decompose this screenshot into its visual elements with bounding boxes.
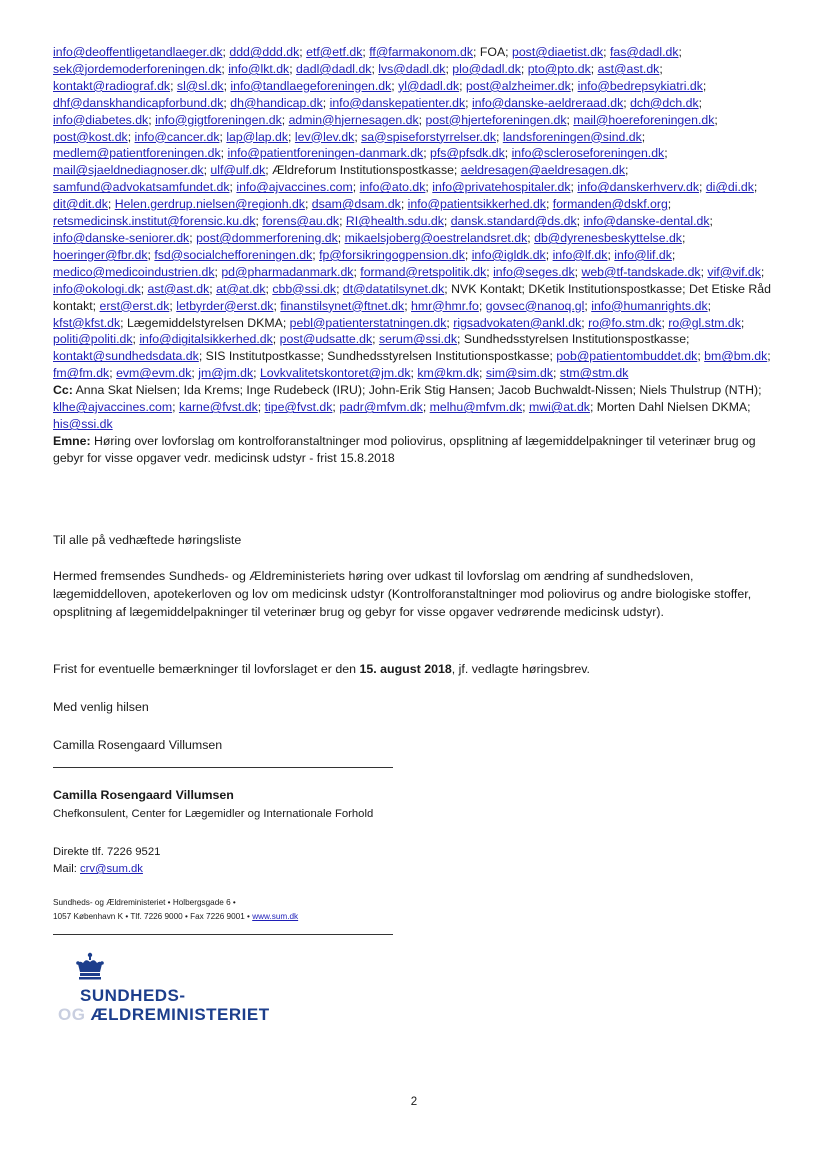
email-link[interactable]: mikaelsjoberg@oestrelandsret.dk (344, 230, 528, 245)
email-link[interactable]: klhe@ajvaccines.com (53, 400, 173, 415)
recipient-text: ; (641, 129, 646, 144)
subject-label: Emne: (53, 433, 91, 448)
deadline-paragraph (53, 660, 783, 678)
email-link[interactable]: ast@ast.dk (147, 281, 210, 296)
email-link[interactable]: info@gigtforeningen.dk (155, 112, 282, 127)
email-link[interactable]: his@ssi.dk (53, 416, 113, 431)
email-link[interactable]: sim@sim.dk (485, 366, 553, 381)
recipient-text: ; (209, 281, 217, 296)
logo-line-2-main: ÆLDREMINISTERIET (90, 1005, 270, 1024)
email-link[interactable]: info@diabetes.dk (53, 112, 149, 127)
email-link[interactable]: Helen.gerdrup.nielsen@regionh.dk (114, 197, 305, 212)
recipient-text: ; (353, 264, 361, 279)
recipient-text: ; (545, 197, 553, 212)
recipient-text: ; (443, 214, 451, 229)
email-link[interactable]: letbyrder@erst.dk (176, 298, 274, 313)
email-link[interactable]: kontakt@radiograf.dk (53, 78, 171, 93)
recipient-text: ; (222, 45, 230, 59)
email-link[interactable]: pebl@patienterstatningen.dk (289, 315, 447, 330)
recipient-text: ; (486, 264, 494, 279)
recipient-text: ; (221, 61, 229, 76)
email-link[interactable]: formanden@dskf.org (552, 197, 668, 212)
email-link[interactable]: info@ajvaccines.com (236, 180, 353, 195)
email-link[interactable]: rigsadvokaten@ankl.dk (453, 315, 582, 330)
address-line-2-text: 1057 København K • Tlf. 7226 9000 • Fax 7226 9001 • (53, 912, 253, 921)
recipient-text: ; (753, 180, 758, 195)
subject-text: Høring over lovforslag om kontrolforanstaltninger mod poliovirus, opsplitning af lægemiddelpakninger til veterinær brug og gebyr for visse opgaver vedr. medicinsk udstyr - frist 15.8.2018 (53, 433, 756, 465)
email-link[interactable]: jm@jm.dk (198, 366, 254, 381)
email-link[interactable]: stm@stm.dk (559, 366, 629, 381)
recipient-text: ; (289, 61, 297, 76)
recipient-text: ; (576, 214, 584, 229)
email-link[interactable]: di@di.dk (705, 180, 754, 195)
recipient-text: ; (446, 315, 454, 330)
recipient-text: ; (465, 95, 472, 110)
recipient-text: ; (332, 400, 340, 415)
email-link[interactable]: dit@dit.dk (53, 197, 108, 212)
email-link[interactable]: mwi@at.dk (528, 400, 590, 415)
email-link[interactable]: melhu@mfvm.dk (429, 400, 523, 415)
website-link[interactable]: www.sum.dk (252, 912, 299, 921)
email-link[interactable]: medlem@patientforeningen.dk (53, 146, 221, 161)
recipient-text: ; (203, 163, 211, 178)
recipient-text: ; (288, 129, 295, 144)
signature-divider-top (53, 767, 393, 768)
recipient-text: ; (172, 400, 179, 415)
logo-line-2 (58, 1005, 270, 1024)
recipient-text: ; (760, 264, 765, 279)
email-link[interactable]: info@patientsikkerhed.dk (407, 197, 546, 212)
email-link[interactable]: info@danskerhverv.dk (577, 180, 699, 195)
recipient-text: ; (479, 366, 486, 381)
recipient-text: ; (418, 112, 426, 127)
email-link[interactable]: plo@dadl.dk (452, 61, 521, 76)
email-link[interactable]: kontakt@sundhedsdata.dk (53, 349, 199, 364)
greeting: Til alle på vedhæftede høringsliste (53, 533, 242, 547)
recipient-block (53, 44, 773, 467)
recipient-text: ; (147, 247, 155, 262)
email-link[interactable]: karne@fvst.dk (178, 400, 258, 415)
email-link[interactable]: landsforeningen@sind.dk (502, 129, 642, 144)
email-link[interactable]: samfund@advokatsamfundet.dk (53, 180, 230, 195)
recipient-text: ; (464, 247, 472, 262)
recipient-text: ; (219, 129, 227, 144)
recipient-text: ; (191, 366, 199, 381)
recipient-text: ; (681, 230, 686, 245)
email-link[interactable]: politi@politi.dk (53, 332, 133, 347)
email-link[interactable]: lev@lev.dk (294, 129, 355, 144)
email-link[interactable]: aeldresagen@aeldresagen.dk (460, 163, 626, 178)
email-link[interactable]: info@danskepatienter.dk (329, 95, 466, 110)
recipient-text: ; (362, 45, 370, 59)
recipient-text: ; (664, 146, 668, 161)
recipient-text: ; (623, 95, 631, 110)
email-link[interactable]: ro@gl.stm.dk (668, 315, 741, 330)
email-link[interactable]: govsec@nanoq.gl (485, 298, 585, 313)
recipient-text: ; (678, 45, 682, 59)
signature-phone: Direkte tlf. 7226 9521 (53, 846, 161, 858)
recipient-text: ; (337, 230, 345, 245)
recipient-text: ; (714, 112, 718, 127)
email-link[interactable]: info@seges.dk (493, 264, 575, 279)
recipient-text: ; Morten Dahl Nielsen DKMA; (589, 400, 751, 415)
recipient-text: ; Ældreforum Institutionspostkasse; (265, 163, 461, 178)
recipient-text: ; (659, 61, 663, 76)
recipient-text: ; (671, 247, 676, 262)
email-link[interactable]: Lovkvalitetskontoret@jm.dk (259, 366, 411, 381)
email-link[interactable]: fm@fm.dk (53, 366, 110, 381)
recipient-text: ; (707, 298, 712, 313)
email-link[interactable]: info@privatehospitaler.dk (432, 180, 571, 195)
ministry-logo-text (58, 986, 270, 1024)
recipient-text: ; (255, 214, 263, 229)
email-link[interactable]: dsam@dsam.dk (311, 197, 401, 212)
email-link[interactable]: dhf@danskhandicapforbund.dk (53, 95, 224, 110)
email-link[interactable]: bm@bm.dk (704, 349, 768, 364)
recipient-text: ; (273, 298, 281, 313)
email-link[interactable]: post@hjerteforeningen.dk (425, 112, 567, 127)
recipient-text: ; (700, 264, 708, 279)
closing: Med venlig hilsen (53, 700, 149, 714)
email-link[interactable]: info@bedrepsykiatri.dk (577, 78, 703, 93)
email-link[interactable]: fas@dadl.dk (609, 45, 679, 59)
email-link[interactable]: forens@au.dk (262, 214, 340, 229)
email-link[interactable]: retsmedicinsk.institut@forensic.ku.dk (53, 214, 256, 229)
email-link[interactable]: web@tf-tandskade.dk (581, 264, 701, 279)
recipient-text: ; (495, 129, 503, 144)
recipient-text: ; (545, 247, 553, 262)
recipient-text: ; (698, 95, 703, 110)
recipient-text: ; (169, 298, 177, 313)
recipient-text: ; (661, 315, 669, 330)
email-link[interactable]: sa@spiseforstyrrelser.dk (361, 129, 496, 144)
recipient-text: ; (140, 281, 148, 296)
recipient-text: ; (127, 129, 135, 144)
recipient-text: ; (667, 197, 672, 212)
email-link[interactable]: info@digitalsikkerhed.dk (139, 332, 273, 347)
recipient-text: ; (281, 112, 289, 127)
email-link[interactable]: info@okologi.dk (53, 281, 141, 296)
email-link[interactable]: serum@ssi.dk (378, 332, 458, 347)
email-link[interactable]: post@kost.dk (53, 129, 128, 144)
signature-name: Camilla Rosengaard Villumsen (53, 788, 234, 802)
to-recipients (53, 45, 771, 380)
recipient-text: ; (372, 332, 379, 347)
recipient-text: ; (590, 61, 598, 76)
recipient-text: ; (697, 349, 705, 364)
recipient-text: ; (607, 247, 615, 262)
email-link[interactable]: ast@ast.dk (597, 61, 660, 76)
recipient-text: ; (304, 197, 312, 212)
recipient-text: ; (566, 112, 574, 127)
recipient-text: ; (522, 400, 529, 415)
recipient-text: ; (410, 366, 418, 381)
recipient-text: ; (553, 366, 560, 381)
address-line-1: Sundheds- og Ældreministeriet • Holbergsgade 6 • (53, 898, 236, 907)
recipient-text: ; (339, 214, 346, 229)
email-link[interactable]: fp@forsikringogpension.dk (319, 247, 465, 262)
recipient-text: ; (220, 146, 228, 161)
email-link[interactable]: info@lkt.dk (228, 61, 290, 76)
recipient-text: ; (214, 264, 222, 279)
email-link[interactable]: ddd@ddd.dk (229, 45, 300, 59)
recipient-text: ; (584, 298, 592, 313)
email-link[interactable]: dh@handicap.dk (230, 95, 323, 110)
email-link[interactable]: tipe@fvst.dk (264, 400, 333, 415)
email-link[interactable]: yl@dadl.dk (398, 78, 460, 93)
email-link[interactable]: info@cancer.dk (134, 129, 220, 144)
email-link[interactable]: hoeringer@fbr.dk (53, 247, 148, 262)
recipient-text: ; (336, 281, 343, 296)
recipient-text: ; (253, 366, 260, 381)
recipient-text: ; (148, 112, 156, 127)
address-block (53, 896, 298, 924)
email-link[interactable]: db@dyrenesbeskyttelse.dk (534, 230, 682, 245)
email-link[interactable]: evm@evm.dk (116, 366, 192, 381)
email-link[interactable]: dadl@dadl.dk (296, 61, 372, 76)
email-link[interactable]: info@deoffentligetandlaeger.dk (53, 45, 223, 59)
recipient-text: ; (574, 264, 582, 279)
email-link[interactable]: info@lf.dk (552, 247, 608, 262)
recipient-text: ; SIS Institutpostkasse; Sundhedsstyrelsen Institutionspostkasse; (198, 349, 557, 364)
recipient-text: ; (404, 298, 412, 313)
recipient-text: ; (170, 78, 177, 93)
recipient-text: ; (527, 230, 535, 245)
recipient-text: ; (299, 45, 307, 59)
recipient-text: ; (223, 95, 231, 110)
signature-title: Chefkonsulent, Center for Lægemidler og Internationale Forhold (53, 808, 374, 820)
recipient-text: ; (504, 146, 512, 161)
recipient-text: ; (603, 45, 610, 59)
email-link[interactable]: post@diaetist.dk (512, 45, 604, 59)
recipient-text: ; (107, 197, 115, 212)
email-link[interactable]: info@danske-dental.dk (583, 214, 710, 229)
email-link[interactable]: mail@hoereforeningen.dk (573, 112, 715, 127)
email-link[interactable]: post@alzheimer.dk (466, 78, 571, 93)
email-link[interactable]: km@km.dk (417, 366, 480, 381)
email-link[interactable]: info@lif.dk (614, 247, 672, 262)
recipient-text: ; (702, 78, 707, 93)
recipient-text: ; (352, 180, 360, 195)
recipient-text: ; (445, 61, 453, 76)
email-link[interactable]: info@tandlaegeforeningen.dk (230, 78, 392, 93)
email-link[interactable]: info@danske-aeldreraad.dk (471, 95, 624, 110)
recipient-text: ; (400, 197, 408, 212)
recipient-text: ; NVK Kontakt; DKetik Institutionspostkasse; Det Etiske Råd kontakt; (53, 281, 771, 313)
email-link[interactable]: ro@fo.stm.dk (588, 315, 662, 330)
recipient-text: ; (625, 163, 629, 178)
address-line-2 (53, 910, 298, 924)
email-link[interactable]: erst@erst.dk (99, 298, 170, 313)
recipient-text: ; (391, 78, 399, 93)
email-link[interactable]: dch@dch.dk (630, 95, 699, 110)
email-link[interactable]: vif@vif.dk (707, 264, 761, 279)
mail-label: Mail: (53, 863, 80, 875)
email-link[interactable]: post@dommerforening.dk (196, 230, 338, 245)
email-link[interactable]: lap@lap.dk (226, 129, 289, 144)
recipient-text: ; (459, 78, 466, 93)
mail-link[interactable]: crv@sum.dk (80, 863, 143, 875)
recipient-text: ; (425, 180, 433, 195)
deadline-suffix: , jf. vedlagte høringsbrev. (451, 662, 590, 676)
signoff-name: Camilla Rosengaard Villumsen (53, 738, 223, 752)
recipient-text: ; (709, 214, 713, 229)
email-link[interactable]: info@patientforeningen-danmark.dk (227, 146, 424, 161)
email-link[interactable]: mail@sjaeldnediagnoser.dk (53, 163, 204, 178)
email-link[interactable]: info@danske-seniorer.dk (53, 230, 190, 245)
email-link[interactable]: info@igldk.dk (471, 247, 546, 262)
recipient-text: ; (354, 129, 362, 144)
paragraph-1: Hermed fremsendes Sundheds- og Ældreministeriets høring over udkast til lovforslag om ændring af sundhedsloven, lægemiddelloven, apotekerloven og lov om medicinsk udstyr (Kontrolforanstaltninger mod poliovirus og andre biologiske stoffer, opsplitning af lægemiddelpakninger til veterinær brug og gebyr for visse opgaver vedrørende medicinsk udstyr). (53, 569, 752, 619)
email-link[interactable]: pfs@pfsdk.dk (430, 146, 505, 161)
email-link[interactable]: info@ato.dk (359, 180, 426, 195)
email-link[interactable]: at@at.dk (216, 281, 266, 296)
email-link[interactable]: ulf@ulf.dk (210, 163, 266, 178)
email-link[interactable]: info@scleroseforeningen.dk (511, 146, 665, 161)
email-link[interactable]: medico@medicoindustrien.dk (53, 264, 215, 279)
recipient-text: ; Sundhedsstyrelsen Institutionspostkasse; (457, 332, 690, 347)
email-link[interactable]: kfst@kfst.dk (53, 315, 121, 330)
crown-icon (74, 952, 106, 982)
email-link[interactable]: fsd@socialchefforeningen.dk (154, 247, 313, 262)
signature-mail-line (53, 861, 160, 878)
email-link[interactable]: RI@health.sdu.dk (345, 214, 444, 229)
email-link[interactable]: padr@mfvm.dk (339, 400, 423, 415)
logo-line-2-prefix: OG (58, 1005, 91, 1024)
email-link[interactable]: etf@etf.dk (306, 45, 363, 59)
signature-contact (53, 844, 160, 878)
logo-line-1: SUNDHEDS- (80, 986, 186, 1005)
page-number: 2 (410, 1096, 418, 1108)
recipient-text: Anna Skat Nielsen; Ida Krems; Inge Rudebeck (IRU); John-Erik Stig Hansen; Jacob Buchwaldt-Nissen; Niels Thulstrup (NTH); (72, 383, 762, 398)
email-link[interactable]: ff@farmakonom.dk (369, 45, 474, 59)
email-link[interactable]: formand@retspolitik.dk (360, 264, 487, 279)
deadline-prefix: Frist for eventuelle bemærkninger til lovforslaget er den (53, 662, 360, 676)
recipient-text: ; (570, 180, 578, 195)
email-link[interactable]: dansk.standard@ds.dk (450, 214, 577, 229)
recipient-text: ; (767, 349, 771, 364)
recipient-text: ; (422, 400, 430, 415)
recipient-text: ; (371, 61, 379, 76)
recipient-text: ; (272, 332, 280, 347)
signature-divider-bottom (53, 934, 393, 935)
recipient-text: ; (478, 298, 486, 313)
recipient-text: ; (265, 281, 273, 296)
recipient-text: ; (570, 78, 578, 93)
email-link[interactable]: hmr@hmr.fo (411, 298, 479, 313)
recipient-text: ; (581, 315, 589, 330)
email-link[interactable]: admin@hjernesagen.dk (288, 112, 419, 127)
email-link[interactable]: lvs@dadl.dk (378, 61, 446, 76)
email-link[interactable]: cbb@ssi.dk (272, 281, 337, 296)
deadline-date: 15. august 2018 (359, 662, 452, 676)
recipient-text: ; (109, 366, 117, 381)
recipient-text: Lægemiddelstyrelsen DKMA; (127, 315, 290, 330)
recipient-text: ; (189, 230, 197, 245)
email-link[interactable]: pob@patientombuddet.dk (556, 349, 698, 364)
cc-label: Cc: (53, 383, 73, 398)
recipient-text: ; (223, 78, 231, 93)
email-link[interactable]: info@humanrights.dk (591, 298, 708, 313)
recipient-text: ; (699, 180, 706, 195)
recipient-text: ; (257, 400, 265, 415)
email-link[interactable]: dt@datatilsynet.dk (342, 281, 445, 296)
email-link[interactable]: post@udsatte.dk (279, 332, 373, 347)
email-link[interactable]: pd@pharmadanmark.dk (221, 264, 354, 279)
recipient-text: ; (423, 146, 431, 161)
recipient-text: ; (520, 61, 528, 76)
recipient-text: ; (132, 332, 140, 347)
recipient-text: ; (740, 315, 745, 330)
recipient-text: ; (229, 180, 237, 195)
recipient-text: ; (312, 247, 320, 262)
email-link[interactable]: finanstilsynet@ftnet.dk (280, 298, 405, 313)
recipient-text: ; FOA; (473, 45, 512, 59)
recipient-text: ; (120, 315, 127, 330)
email-link[interactable]: sek@jordemoderforeningen.dk (53, 61, 222, 76)
email-link[interactable]: pto@pto.dk (527, 61, 591, 76)
recipient-text: ; (322, 95, 330, 110)
email-link[interactable]: sl@sl.dk (176, 78, 224, 93)
cc-recipients (53, 383, 762, 431)
